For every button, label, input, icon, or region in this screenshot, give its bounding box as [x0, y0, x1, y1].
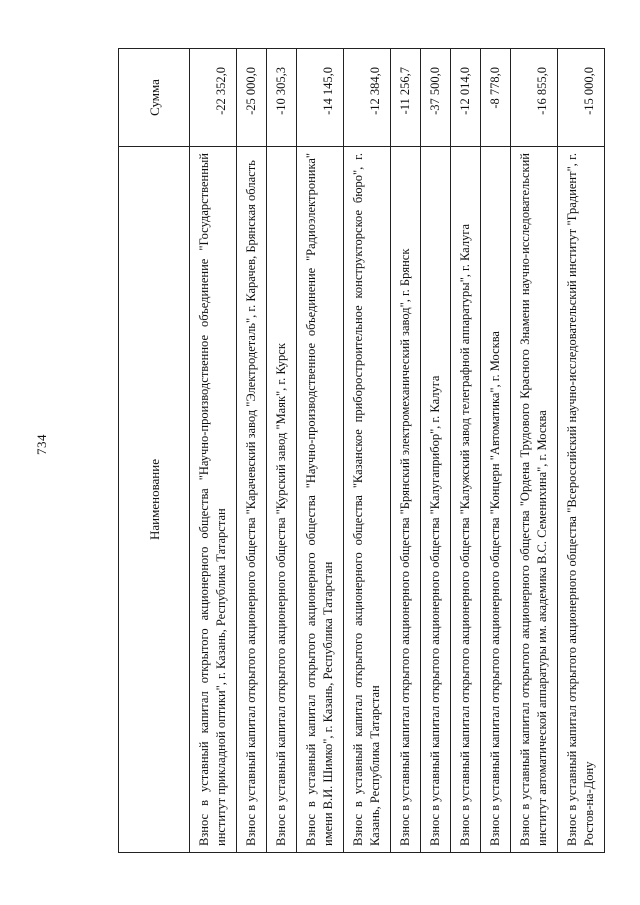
table-row — [190, 49, 237, 853]
row-name: Взнос в уставный капитал открытого акционерного общества "Научно-производственное объединение "Государственный институт прикладной оптики", г. Казань, Республика Татарстан — [190, 147, 237, 853]
row-sum: -22 352,0 — [190, 49, 237, 147]
table-row — [237, 49, 267, 853]
row-sum: -12 014,0 — [451, 49, 481, 147]
table-row — [391, 49, 421, 853]
row-name: Взнос в уставный капитал открытого акционерного общества "Брянский электромеханический завод", г. Брянск — [391, 147, 421, 853]
row-name: Взнос в уставный капитал открытого акционерного общества "Всероссийский научно-исследовательский институт "Градиент", г. Ростов-на-Дону — [558, 147, 605, 853]
row-sum: -37 500,0 — [421, 49, 451, 147]
row-name: Взнос в уставный капитал открытого акционерного общества "Курский завод "Маяк", г. Курск — [267, 147, 297, 853]
contributions-table — [118, 48, 605, 853]
row-sum: -8 778,0 — [481, 49, 511, 147]
row-name: Взнос в уставный капитал открытого акционерного общества "Казанское приборостроительное конструкторское бюро", г. Казань, Республика Татарстан — [344, 147, 391, 853]
row-name: Взнос в уставный капитал открытого акционерного общества "Калугаприбор", г. Калуга — [421, 147, 451, 853]
header-sum: Сумма — [119, 49, 190, 147]
table-header-row — [119, 49, 190, 853]
row-name: Взнос в уставный капитал открытого акционерного общества "Ордена Трудового Красного Знамени научно-исследовательский институт автоматической аппаратуры им. академика В.С. Семенихина", г. Москва — [511, 147, 558, 853]
table-row — [558, 49, 605, 853]
page-number: 734 — [34, 434, 49, 455]
table-row — [267, 49, 297, 853]
row-name: Взнос в уставный капитал открытого акционерного общества "Научно-производственное объединение "Радиоэлектроника" имени В.И. Шимко", г. Казань, Республика Татарстан — [297, 147, 344, 853]
header-name: Наименование — [119, 147, 190, 853]
row-sum: -12 384,0 — [344, 49, 391, 147]
row-sum: -25 000,0 — [237, 49, 267, 147]
row-name: Взнос в уставный капитал открытого акционерного общества "Калужский завод телеграфной аппаратуры", г. Калуга — [451, 147, 481, 853]
row-name: Взнос в уставный капитал открытого акционерного общества "Карачевский завод "Электродеталь", г. Карачев, Брянская область — [237, 147, 267, 853]
table-row — [344, 49, 391, 853]
table-row — [421, 49, 451, 853]
table-row — [481, 49, 511, 853]
table-row — [297, 49, 344, 853]
table-row — [451, 49, 481, 853]
row-sum: -11 256,7 — [391, 49, 421, 147]
table-row — [511, 49, 558, 853]
row-name: Взнос в уставный капитал открытого акционерного общества "Концерн "Автоматика", г. Москва — [481, 147, 511, 853]
rotated-table-container — [118, 49, 596, 853]
row-sum: -14 145,0 — [297, 49, 344, 147]
row-sum: -15 000,0 — [558, 49, 605, 147]
row-sum: -10 305,3 — [267, 49, 297, 147]
row-sum: -16 855,0 — [511, 49, 558, 147]
